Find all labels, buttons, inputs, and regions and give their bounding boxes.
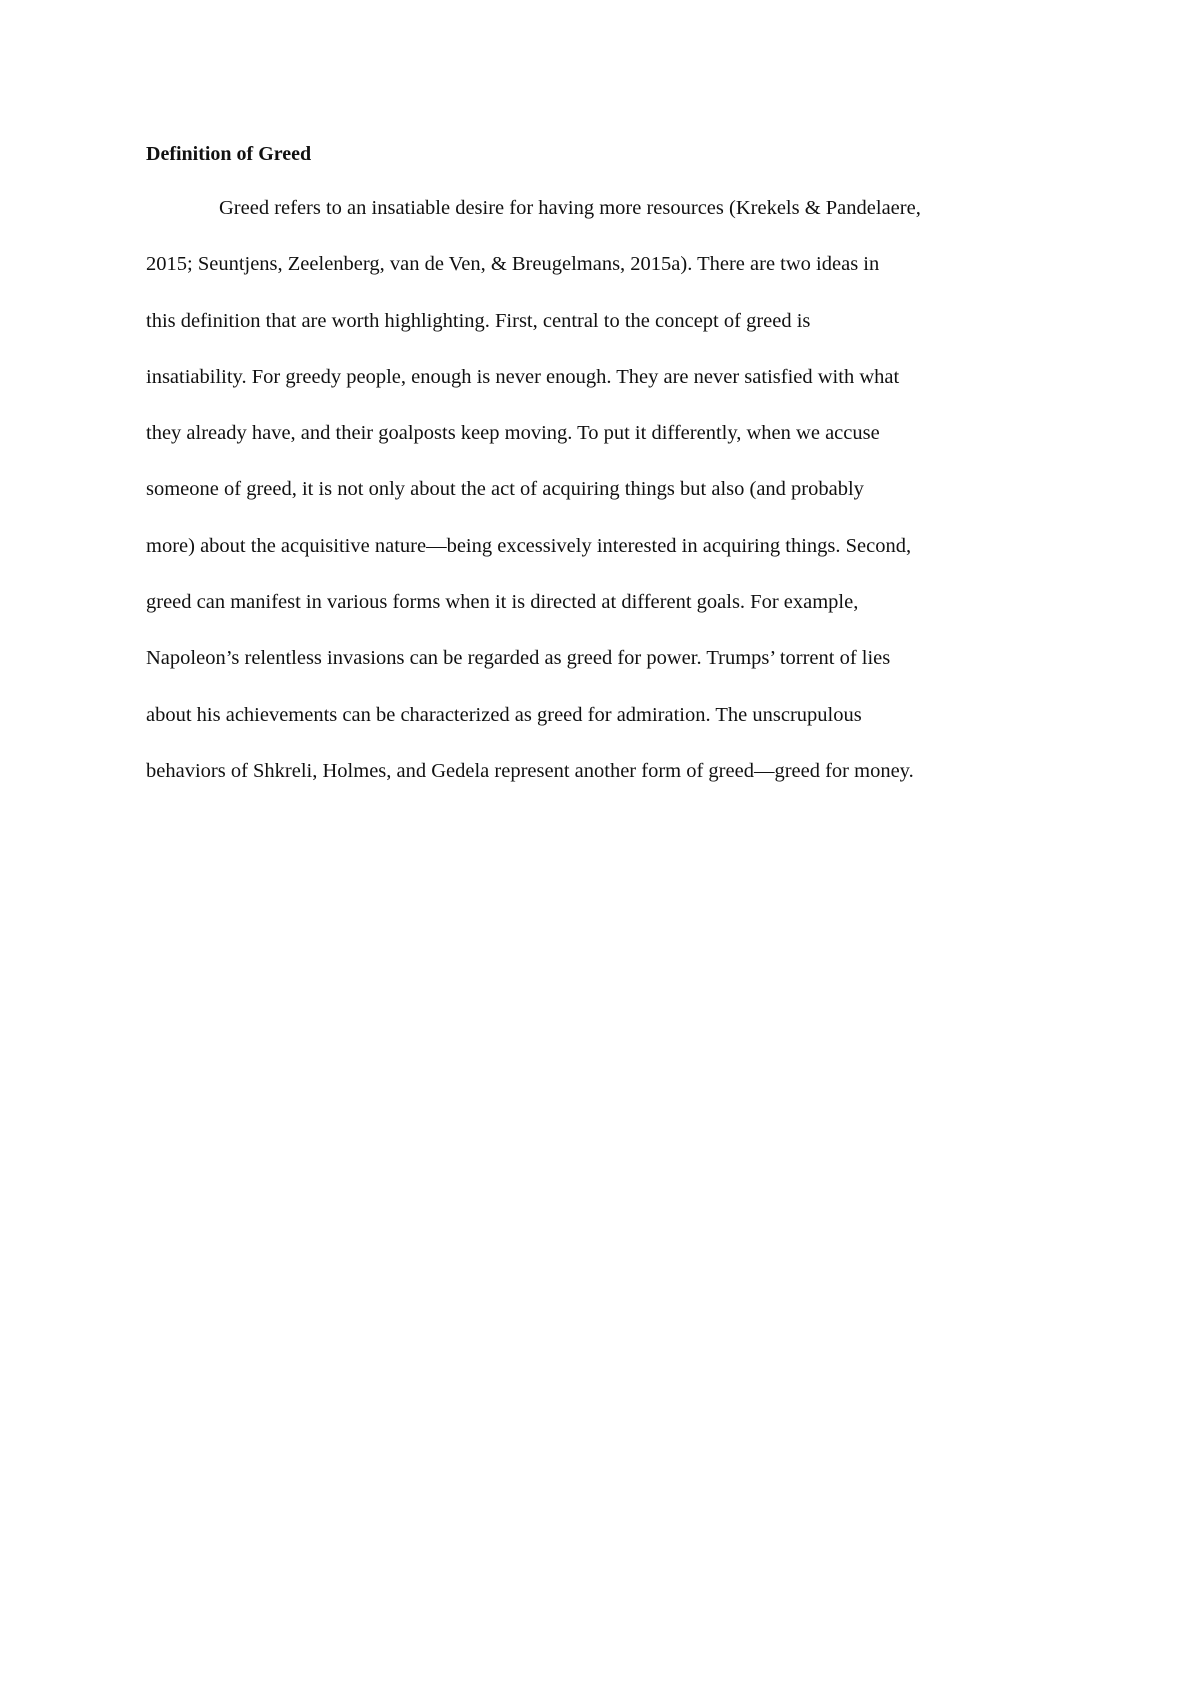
paragraph-line: Napoleon’s relentless invasions can be regarded as greed for power. Trumps’ torrent of lies bbox=[146, 647, 891, 670]
paragraph-line: more) about the acquisitive nature—being excessively interested in acquiring things. Second, bbox=[146, 534, 912, 557]
paragraph-line: greed can manifest in various forms when it is directed at different goals. For example, bbox=[146, 591, 859, 614]
paragraph-line: this definition that are worth highlighting. First, central to the concept of greed is bbox=[146, 309, 811, 332]
body-paragraph bbox=[146, 194, 1066, 813]
paragraph-line: 2015; Seuntjens, Zeelenberg, van de Ven, & Breugelmans, 2015a). There are two ideas in bbox=[146, 253, 880, 276]
paragraph-line: Greed refers to an insatiable desire for having more resources (Krekels & Pandelaere, bbox=[219, 197, 921, 219]
paragraph-line: they already have, and their goalposts keep moving. To put it differently, when we accuse bbox=[146, 422, 880, 445]
paragraph-line: insatiability. For greedy people, enough is never enough. They are never satisfied with what bbox=[146, 365, 900, 388]
paragraph-line: about his achievements can be characterized as greed for admiration. The unscrupulous bbox=[146, 703, 862, 726]
paragraph-line: someone of greed, it is not only about the act of acquiring things but also (and probably bbox=[146, 478, 864, 501]
section-heading: Definition of Greed bbox=[146, 143, 312, 165]
paragraph-line: behaviors of Shkreli, Holmes, and Gedela represent another form of greed—greed for money. bbox=[146, 759, 914, 782]
